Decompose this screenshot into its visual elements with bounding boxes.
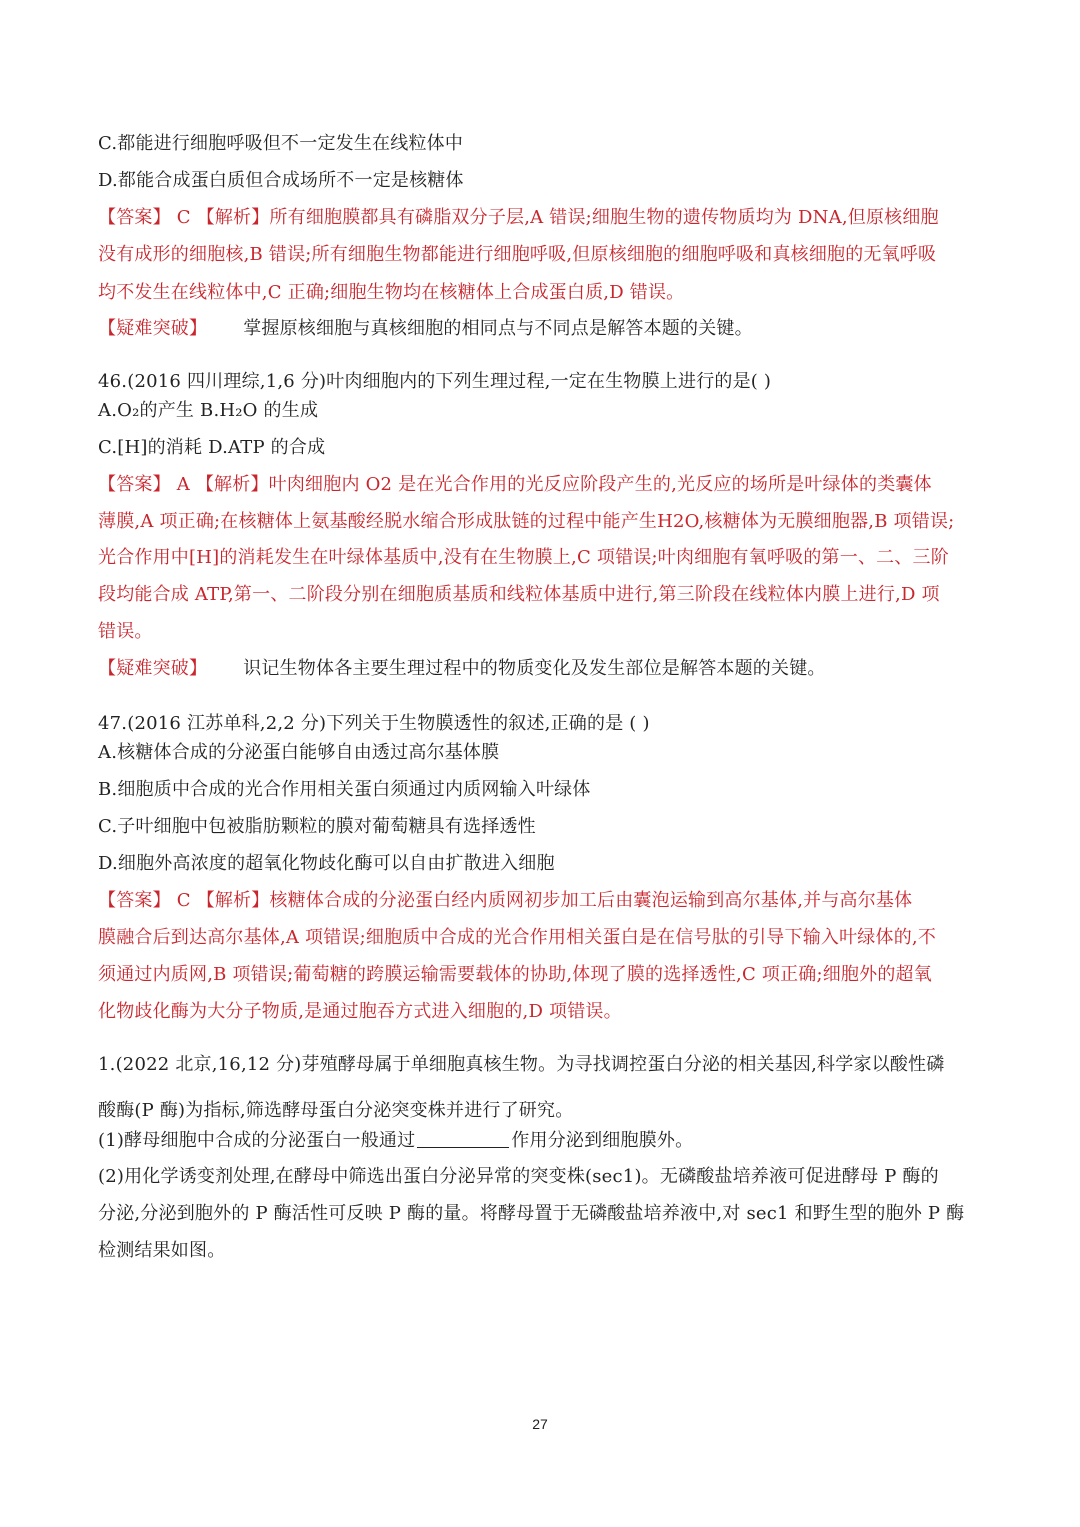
q1-sub2-line-3: 检测结果如图。 bbox=[98, 1240, 226, 1261]
page-number: 27 bbox=[532, 1416, 548, 1432]
q47-option-a: A.核糖体合成的分泌蛋白能够自由透过高尔基体膜 bbox=[98, 742, 500, 763]
q47-option-d: D.细胞外高浓度的超氧化物歧化酶可以自由扩散进入细胞 bbox=[98, 853, 555, 874]
q46-answer-line-1: 【答案】 A 【解析】叶肉细胞内 O2 是在光合作用的光反应阶段产生的,光反应的场所是叶绿体的类囊体 bbox=[98, 474, 932, 495]
q46-answer-line-3: 光合作用中[H]的消耗发生在叶绿体基质中,没有在生物膜上,C 项错误;叶肉细胞有氧呼吸的第一、二、三阶 bbox=[98, 547, 949, 568]
q45-option-c: C.都能进行细胞呼吸但不一定发生在线粒体中 bbox=[98, 133, 464, 154]
answer-blank[interactable] bbox=[417, 1129, 509, 1148]
q46-options-cd: C.[H]的消耗 D.ATP 的合成 bbox=[98, 437, 326, 458]
q47-answer-line-3: 须通过内质网,B 项错误;葡萄糖的跨膜运输需要载体的协助,体现了膜的选择透性,C 项正确;细胞外的超氧 bbox=[98, 964, 932, 985]
q47-stem: 47.(2016 江苏单科,2,2 分)下列关于生物膜透性的叙述,正确的是 ( ) bbox=[98, 713, 650, 734]
q45-tip bbox=[98, 316, 998, 342]
q47-option-c: C.子叶细胞中包被脂肪颗粒的膜对葡萄糖具有选择透性 bbox=[98, 816, 536, 837]
q47-answer-line-4: 化物歧化酶为大分子物质,是通过胞吞方式进入细胞的,D 项错误。 bbox=[98, 1001, 622, 1022]
q46-tip-tag: 【疑难突破】 bbox=[98, 658, 208, 679]
q46-answer-line-5: 错误。 bbox=[98, 621, 153, 642]
q1-sub2-line-1: (2)用化学诱变剂处理,在酵母中筛选出蛋白分泌异常的突变株(sec1)。无磷酸盐培养液可促进酵母 P 酶的 bbox=[98, 1166, 939, 1187]
q45-tip-tag: 【疑难突破】 bbox=[98, 318, 208, 339]
q45-answer-line-3: 均不发生在线粒体中,C 正确;细胞生物均在核糖体上合成蛋白质,D 错误。 bbox=[98, 282, 685, 303]
q46-tip-text: 识记生物体各主要生理过程中的物质变化及发生部位是解答本题的关键。 bbox=[243, 658, 826, 679]
q1-sub2-line-2: 分泌,分泌到胞外的 P 酶活性可反映 P 酶的量。将酵母置于无磷酸盐培养液中,对 sec1 和野生型的胞外 P 酶 bbox=[98, 1203, 965, 1224]
q45-answer-line-2: 没有成形的细胞核,B 错误;所有细胞生物都能进行细胞呼吸,但原核细胞的细胞呼吸和真核细胞的无氧呼吸 bbox=[98, 244, 937, 265]
q1-stem-line-1: 1.(2022 北京,16,12 分)芽殖酵母属于单细胞真核生物。为寻找调控蛋白分泌的相关基因,科学家以酸性磷 bbox=[98, 1054, 945, 1075]
q1-sub1-before: (1)酵母细胞中合成的分泌蛋白一般通过 bbox=[98, 1130, 416, 1151]
q46-tip bbox=[98, 656, 998, 682]
q47-option-b: B.细胞质中合成的光合作用相关蛋白须通过内质网输入叶绿体 bbox=[98, 779, 591, 800]
q45-option-d: D.都能合成蛋白质但合成场所不一定是核糖体 bbox=[98, 170, 464, 191]
q47-answer-line-1: 【答案】 C 【解析】核糖体合成的分泌蛋白经内质网初步加工后由囊泡运输到高尔基体,并与高尔基体 bbox=[98, 890, 913, 911]
q46-options-ab: A.O₂的产生 B.H₂O 的生成 bbox=[98, 400, 319, 421]
q1-stem-line-2: 酸酶(P 酶)为指标,筛选酵母蛋白分泌突变株并进行了研究。 bbox=[98, 1100, 574, 1121]
q46-answer-line-4: 段均能合成 ATP,第一、二阶段分别在细胞质基质和线粒体基质中进行,第三阶段在线粒体内膜上进行,D 项 bbox=[98, 584, 940, 605]
q45-answer-line-1: 【答案】 C 【解析】所有细胞膜都具有磷脂双分子层,A 错误;细胞生物的遗传物质均为 DNA,但原核细胞 bbox=[98, 207, 939, 228]
q1-subquestion-1 bbox=[98, 1128, 998, 1154]
q45-tip-text: 掌握原核细胞与真核细胞的相同点与不同点是解答本题的关键。 bbox=[243, 318, 753, 339]
q47-answer-line-2: 膜融合后到达高尔基体,A 项错误;细胞质中合成的光合作用相关蛋白是在信号肽的引导下输入叶绿体的,不 bbox=[98, 927, 937, 948]
q46-stem: 46.(2016 四川理综,1,6 分)叶肉细胞内的下列生理过程,一定在生物膜上进行的是( ) bbox=[98, 371, 772, 392]
q46-answer-line-2: 薄膜,A 项正确;在核糖体上氨基酸经脱水缩合形成肽链的过程中能产生H2O,核糖体为无膜细胞器,B 项错误; bbox=[98, 511, 955, 532]
q1-sub1-after: 作用分泌到细胞膜外。 bbox=[511, 1130, 694, 1151]
